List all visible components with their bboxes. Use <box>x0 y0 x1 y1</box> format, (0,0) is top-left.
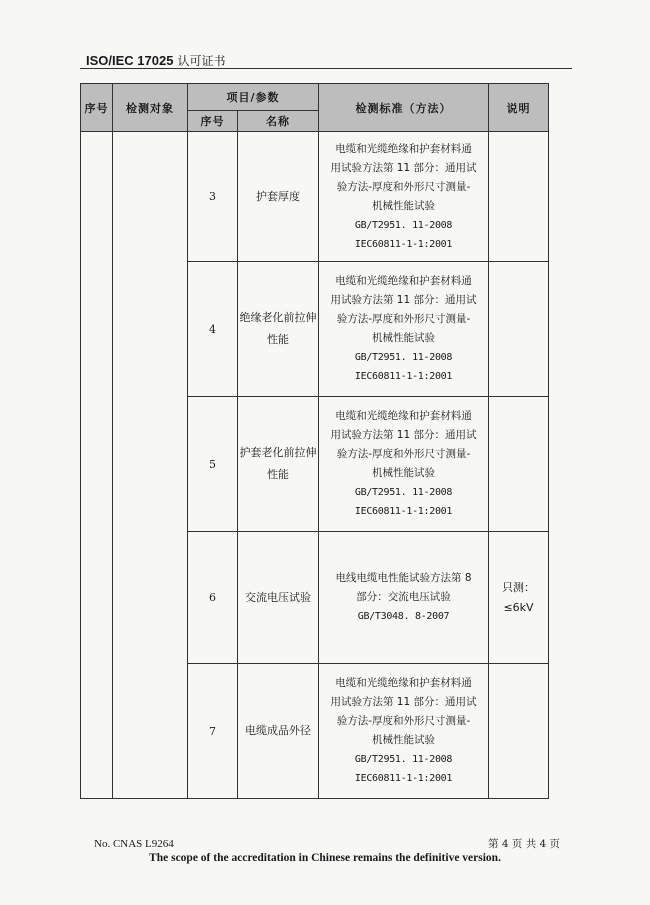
col-item-group-header: 项目/参数 <box>188 84 319 111</box>
table-row <box>81 132 549 262</box>
standard-line: 电缆和光缆绝缘和护套材料通 <box>335 410 472 422</box>
item-no-cell: 7 <box>188 664 238 799</box>
item-name-cell: 电缆成品外径 <box>238 664 319 799</box>
standard-cell <box>319 132 489 262</box>
standard-line: 电缆和光缆绝缘和护套材料通 <box>335 275 472 287</box>
item-no-cell: 5 <box>188 397 238 532</box>
standard-line: 验方法-厚度和外形尺寸测量- <box>336 448 471 460</box>
standard-code: GB/T2951. 11-2008 <box>354 352 453 363</box>
standard-line: 验方法-厚度和外形尺寸测量- <box>336 313 471 325</box>
standard-code: GB/T2951. 11-2008 <box>354 487 453 498</box>
header-title-cn: 认可证书 <box>177 54 226 68</box>
standard-line: 电线电缆电性能试验方法第 8 <box>335 572 472 584</box>
standard-line: 电缆和光缆绝缘和护套材料通 <box>335 142 472 155</box>
item-name-cell: 交流电压试验 <box>238 532 319 664</box>
standard-cell <box>319 397 489 532</box>
standard-code: GB/T2951. 11-2008 <box>354 219 453 231</box>
standard-code: IEC60811-1-1:2001 <box>354 773 453 784</box>
col-standard-header: 检测标准（方法） <box>319 84 489 132</box>
standard-line: 机械性能试验 <box>372 199 435 212</box>
col-item-name-header: 名称 <box>238 111 319 132</box>
standard-code: IEC60811-1-1:2001 <box>354 371 453 382</box>
document-header <box>86 52 225 69</box>
note-cell <box>489 397 549 532</box>
page-number: 第 4 页 共 4 页 <box>488 838 561 850</box>
note-cell <box>489 664 549 799</box>
standard-code: IEC60811-1-1:2001 <box>354 506 453 517</box>
col-item-no-header: 序号 <box>188 111 238 132</box>
standard-code: GB/T2951. 11-2008 <box>354 754 453 765</box>
standard-cell <box>319 664 489 799</box>
col-note-header: 说明 <box>489 84 549 132</box>
standard-line: 用试验方法第 11 部分：通用试 <box>330 294 477 306</box>
standard-line: 机械性能试验 <box>372 332 435 344</box>
standard-code: GB/T3048. 8-2007 <box>357 611 450 622</box>
item-no-cell: 3 <box>188 132 238 262</box>
note-cell: 只测：≤6kV <box>489 532 549 664</box>
header-divider <box>80 68 572 69</box>
item-no-cell: 4 <box>188 262 238 397</box>
scope-table <box>80 83 549 799</box>
certificate-number: No. CNAS L9264 <box>94 838 174 850</box>
standard-line: 用试验方法第 11 部分：通用试 <box>330 696 477 708</box>
standard-line: 机械性能试验 <box>372 734 435 746</box>
item-name-cell: 护套厚度 <box>238 132 319 262</box>
standard-line: 电缆和光缆绝缘和护套材料通 <box>335 677 472 689</box>
standard-line: 用试验方法第 11 部分：通用试 <box>330 161 477 174</box>
standard-cell <box>319 262 489 397</box>
header-title: ISO/IEC 17025 <box>86 53 174 68</box>
standard-line: 验方法-厚度和外形尺寸测量- <box>336 715 471 727</box>
object-cell <box>113 132 188 799</box>
note-cell <box>489 132 549 262</box>
item-no-cell: 6 <box>188 532 238 664</box>
standard-line: 用试验方法第 11 部分：通用试 <box>330 429 477 441</box>
standard-cell <box>319 532 489 664</box>
seq-cell <box>81 132 113 799</box>
standard-line: 验方法-厚度和外形尺寸测量- <box>336 180 471 193</box>
note-cell <box>489 262 549 397</box>
standard-line: 部分：交流电压试验 <box>356 591 451 603</box>
definitive-version-note: The scope of the accreditation in Chinese remains the definitive version. <box>149 852 501 864</box>
item-name-cell: 护套老化前拉伸性能 <box>238 397 319 532</box>
col-object-header: 检测对象 <box>113 84 188 132</box>
standard-line: 机械性能试验 <box>372 467 435 479</box>
item-name-cell: 绝缘老化前拉伸性能 <box>238 262 319 397</box>
col-seq-header: 序号 <box>81 84 113 132</box>
standard-code: IEC60811-1-1:2001 <box>354 238 453 250</box>
